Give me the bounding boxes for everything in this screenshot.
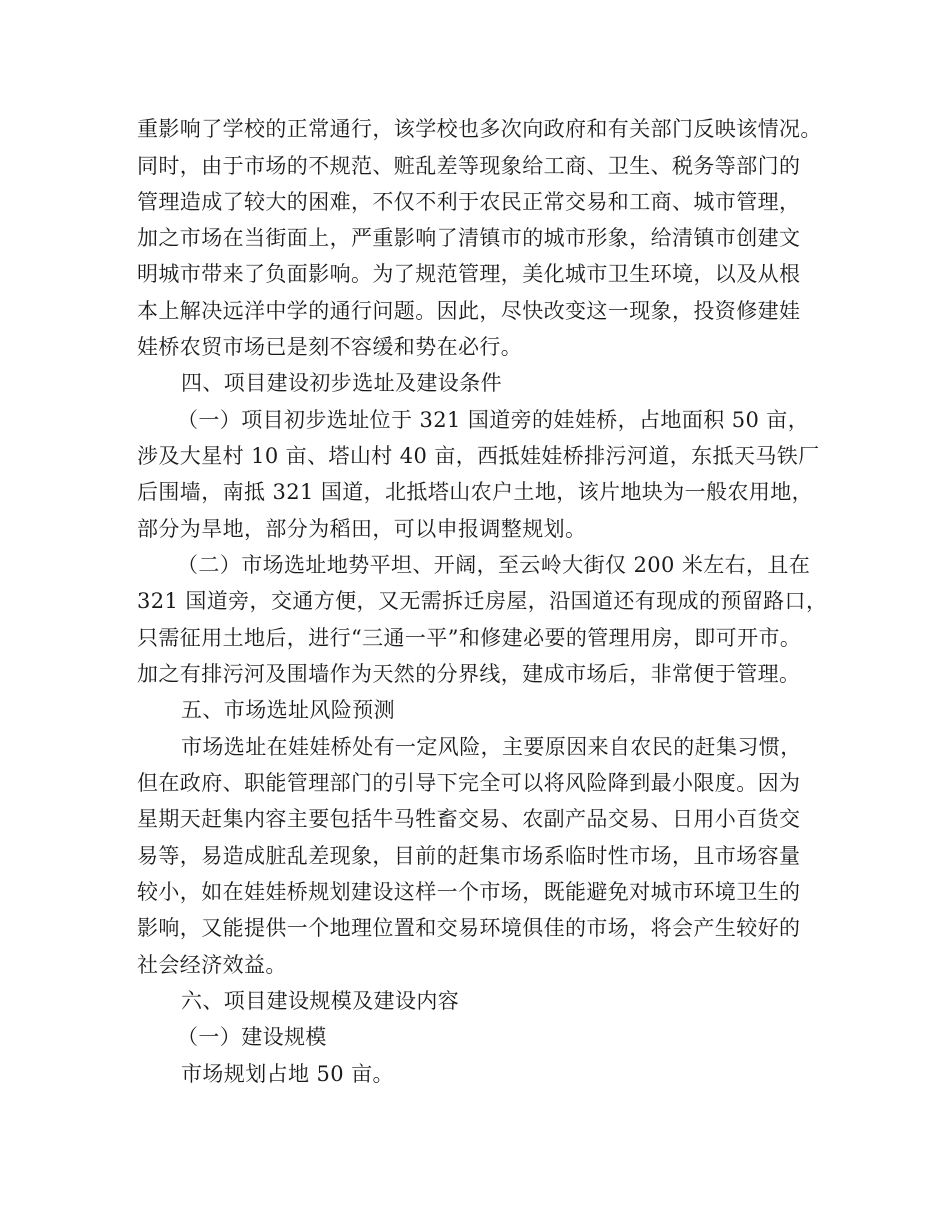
paragraph-line: 本上解决远洋中学的通行问题。因此，尽快改变这一现象，投资修建娃 [137,299,801,323]
paragraph-line: 较小，如在娃娃桥规划建设这样一个市场，既能避免对城市环境卫生的 [137,880,801,904]
paragraph-line: 星期天赶集内容主要包括牛马牲畜交易、农副产品交易、日用小百货交 [137,807,801,831]
paragraph-line: 同时，由于市场的不规范、赃乱差等现象给工商、卫生、税务等部门的 [137,154,801,178]
paragraph-line: 加之有排污河及围墙作为天然的分界线，建成市场后，非常便于管理。 [137,662,801,686]
paragraph-line: 321 国道旁，交通方便，又无需拆迁房屋，沿国道还有现成的预留路口， [137,589,828,613]
section-heading: 六、项目建设规模及建设内容 [181,989,460,1013]
section-heading: 五、市场选址风险预测 [181,698,395,722]
subsection-heading: （一）建设规模 [177,1025,327,1049]
paragraph-line: 涉及大星村 10 亩、塔山村 40 亩，西抵娃娃桥排污河道，东抵天马铁厂 [137,444,820,468]
paragraph-line: 重影响了学校的正常通行，该学校也多次向政府和有关部门反映该情况。 [137,117,822,141]
paragraph-line: 部分为旱地，部分为稻田，可以申报调整规划。 [137,517,587,541]
paragraph-line: （一）项目初步选址位于 321 国道旁的娃娃桥，占地面积 50 亩， [177,408,810,432]
paragraph-line: 社会经济效益。 [137,953,287,977]
section-heading: 四、项目建设初步选址及建设条件 [181,371,502,395]
paragraph-line: 后围墙，南抵 321 国道，北抵塔山农户土地，该片地块为一般农用地， [137,480,814,504]
paragraph-line: 但在政府、职能管理部门的引导下完全可以将风险降到最小限度。因为 [137,771,801,795]
paragraph-line: 市场规划占地 50 亩。 [181,1062,394,1086]
paragraph-line: 只需征用土地后，进行“三通一平”和修建必要的管理用房，即可开市。 [137,626,802,650]
paragraph-line: 影响，又能提供一个地理位置和交易环境俱佳的市场，将会产生较好的 [137,916,801,940]
paragraph-line: 加之市场在当街面上，严重影响了清镇市的城市形象，给清镇市创建文 [137,226,801,250]
paragraph-line: 易等，易造成脏乱差现象，目前的赶集市场系临时性市场，且市场容量 [137,844,801,868]
paragraph-line: （二）市场选址地势平坦、开阔，至云岭大街仅 200 米左右，且在 [177,553,811,577]
paragraph-line: 明城市带来了负面影响。为了规范管理，美化城市卫生环境，以及从根 [137,262,801,286]
paragraph-line: 管理造成了较大的困难，不仅不利于农民正常交易和工商、城市管理， [137,190,801,214]
paragraph-line: 娃桥农贸市场已是刻不容缓和势在必行。 [137,335,523,359]
paragraph-line: 市场选址在娃娃桥处有一定风险，主要原因来自农民的赶集习惯， [181,735,802,759]
